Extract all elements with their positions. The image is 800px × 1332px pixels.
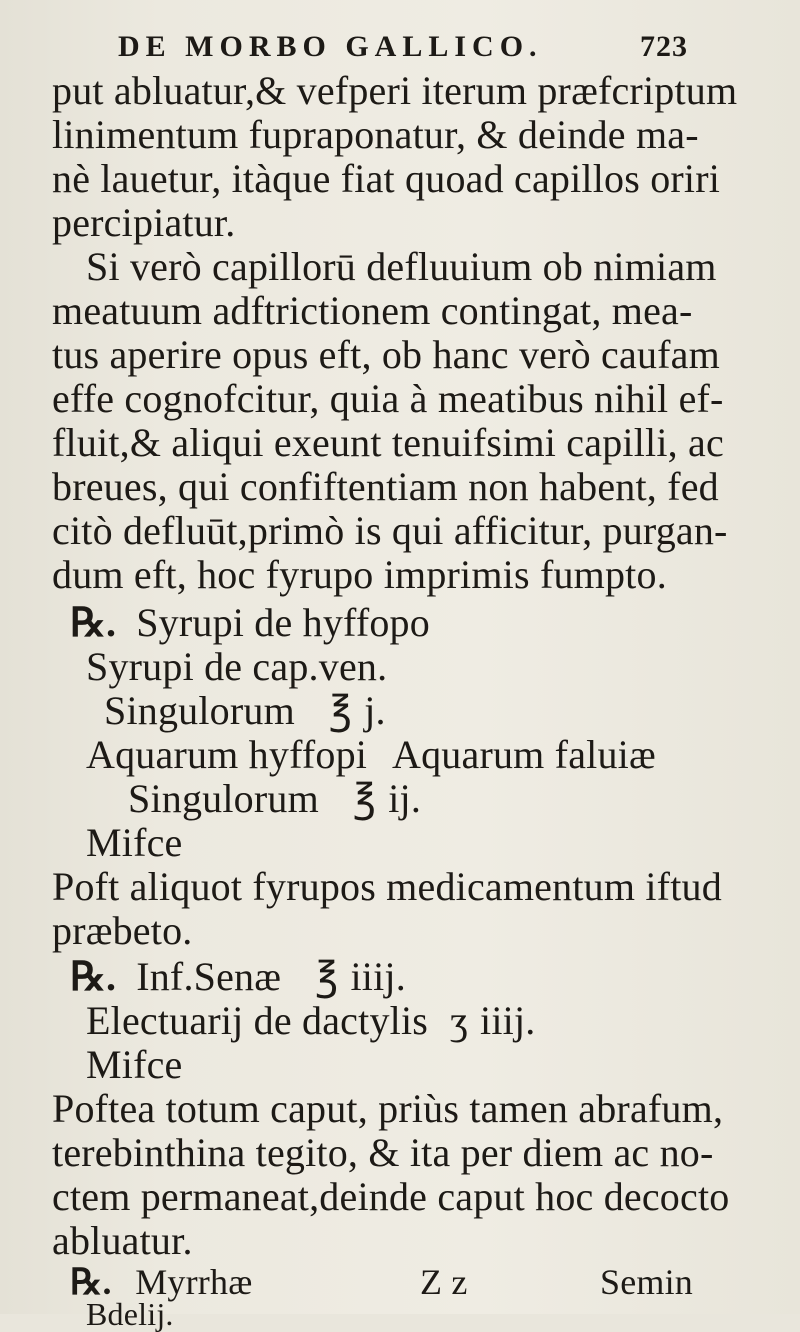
text-line: præbeto.: [52, 908, 193, 953]
ingredient: Myrrhæ: [135, 1262, 253, 1302]
dosage-quantity: iiij.: [480, 998, 536, 1043]
recipe-symbol: ℞.: [70, 1262, 112, 1302]
ingredient: Aquarum hyffopi: [86, 732, 368, 777]
ingredient: Syrupi de hyffopo: [136, 600, 430, 645]
signature-mark: Z z: [420, 1262, 468, 1302]
text-line: Poft aliquot fyrupos medicamentum iftud: [52, 864, 722, 909]
dosage-text: Inf.Senæ: [136, 954, 282, 999]
text-line: dum eft, hoc fyrupo imprimis fumpto.: [52, 552, 667, 597]
misce-line: Mifce: [86, 820, 183, 865]
ounce-symbol: ℥: [352, 776, 377, 821]
text-line: ctem permaneat,deinde caput hoc decocto: [52, 1174, 730, 1219]
dosage-line: [86, 998, 535, 1044]
dosage-line: [128, 776, 421, 822]
recipe-line: [70, 954, 406, 1000]
page-number: 723: [640, 30, 688, 63]
text-line: put abluatur,& vefperi iterum præfcriptum: [52, 68, 738, 113]
ingredient: Syrupi de cap.ven.: [86, 644, 388, 689]
text-line: terebinthina tegito, & ita per diem ac no-: [52, 1130, 714, 1175]
text-line: Si verò capillorū defluuium ob nimiam: [86, 244, 717, 289]
text-line: citò defluūt,primò is qui afficitur, purgan-: [52, 508, 728, 553]
text-line: breues, qui confiftentiam non habent, fed: [52, 464, 719, 509]
recipe-symbol: ℞.: [70, 954, 117, 999]
running-title: DE MORBO GALLICO.: [118, 30, 543, 63]
misce-line: Mifce: [86, 1042, 183, 1087]
text-line: tus aperire opus eft, ob hanc verò caufam: [52, 332, 720, 377]
recipe-symbol: ℞.: [70, 600, 117, 645]
text-line: effe cognofcitur, quia à meatibus nihil ef-: [52, 376, 724, 421]
page-header: [118, 24, 688, 70]
dosage-text: Singulorum: [128, 776, 319, 821]
ingredient: Bdelij.: [86, 1296, 174, 1332]
ingredient: Aquarum faluiæ: [392, 732, 656, 777]
dosage-line: [104, 688, 386, 734]
recipe-line: [70, 600, 430, 646]
dosage-text: Singulorum: [104, 688, 295, 733]
text-line: percipiatur.: [52, 200, 236, 245]
dosage-text: Electuarij de dactylis: [86, 998, 429, 1043]
dram-symbol: ʒ: [450, 998, 469, 1043]
dosage-quantity: j.: [364, 688, 386, 733]
dosage-quantity: ij.: [388, 776, 422, 821]
dosage-quantity: iiij.: [350, 954, 406, 999]
text-line: fluit,& aliqui exeunt tenuifsimi capilli, ac: [52, 420, 724, 465]
text-line: abluatur.: [52, 1218, 193, 1263]
text-line: nè lauetur, itàque fiat quoad capillos oriri: [52, 156, 721, 201]
ounce-symbol: ℥: [315, 954, 339, 999]
text-line: linimentum fupraponatur, & deinde ma-: [52, 112, 699, 157]
text-line: Poftea totum caput, priùs tamen abrafum,: [52, 1086, 724, 1131]
text-line: meatuum adftrictionem contingat, mea-: [52, 288, 693, 333]
catchword: Semin: [600, 1262, 694, 1302]
ounce-symbol: ℥: [328, 688, 353, 733]
